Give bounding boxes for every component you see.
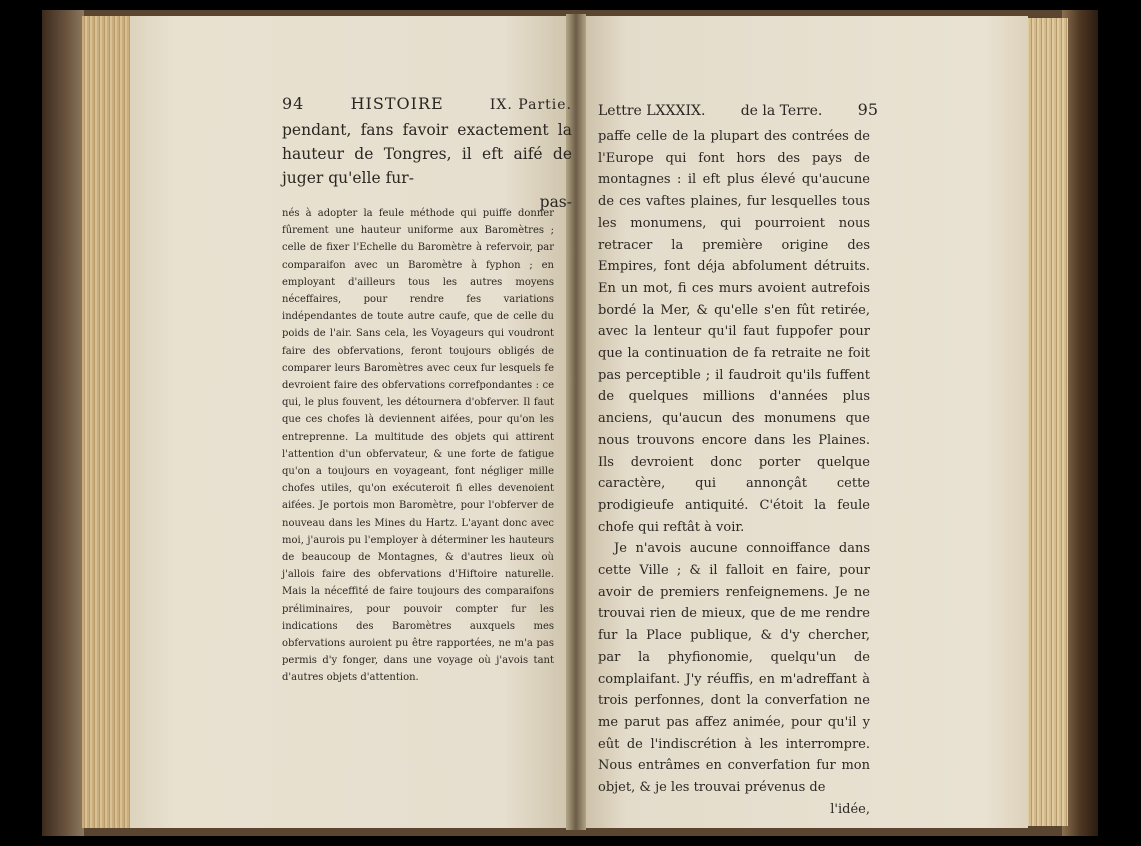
right-page-edges bbox=[1024, 18, 1068, 826]
right-catchword: l'idée, bbox=[830, 801, 870, 817]
left-main-text: pendant, fans favoir exactement la hauteur de Tongres, il eft aifé de juger qu'elle fur- bbox=[282, 121, 572, 187]
right-running-letter: Lettre LXXXIX. bbox=[598, 103, 706, 119]
left-running-head bbox=[282, 94, 572, 113]
right-page-number: 95 bbox=[857, 100, 878, 119]
left-footnote: nés à adopter la feule méthode qui puiffe donner fûrement une hauteur uniforme aux Baromètres ; celle de fixer l'Echelle du Baromètre à refervoir, par comparaifon avec un Baromètre à fyphon ; en employant d'ailleurs tous les autres moyens néceffaires, pour rendre fes variations indépendantes de toute autre caufe, que de celle du poids de l'air. Sans cela, les Voyageurs qui voudront faire des obfervations, feront toujours obligés de comparer leurs Baromètres avec ceux fur lesquels fe devroient faire des obfervations correfpondantes : ce qui, le plus fouvent, les détournera d'obferver. Il faut que ces chofes là deviennent aifées, pour qu'on les entreprenne. La multitude des objets qui attirent l'attention d'un obfervateur, & une forte de fatigue qu'on a toujours en voyageant, font négliger mille chofes utiles, qu'on exécuteroit fi elles devenoient aifées. Je portois mon Baromètre, pour l'obferver de nouveau dans les Mines du Hartz. L'ayant donc avec moi, j'aurois pu l'employer à déterminer les hauteurs de beaucoup de Montagnes, & d'autres lieux où j'allois faire des obfervations d'Hiftoire naturelle. Mais la néceffité de faire toujours des comparaifons préliminaires, pour pouvoir compter fur les indications des Baromètres auxquels mes obfervations auroient pu être rapportées, ne m'a pas permis d'y fonger, dans une voyage où j'avois tant d'autres objets d'attention. bbox=[282, 208, 554, 684]
right-running-title: de la Terre. bbox=[740, 103, 823, 119]
right-main-text-block bbox=[598, 126, 870, 821]
left-page-number: 94 bbox=[282, 94, 305, 113]
right-running-head bbox=[598, 100, 878, 119]
left-running-title: HISTOIRE bbox=[350, 94, 444, 113]
left-footnote-block bbox=[282, 205, 554, 687]
right-paragraph-1: paffe celle de la plupart des contrées de l'Europe qui font hors des pays de montagnes : il eft plus élevé qu'aucune de ces vaftes plaines, fur lesquelles tous les monumens, qui pourroient nous retracer la première origine des Empires, font déja abfolument détruits. En un mot, fi ces murs avoient autrefois bordé la Mer, & qu'elle s'en fût retirée, avec la lenteur qu'il faut fuppofer pour que la continuation de fa retraite ne foit pas perceptible ; il faudroit qu'ils fuffent de quelques millions d'années plus anciens, qu'aucun des monumens que nous trouvons encore dans les Plaines. Ils devroient donc porter quelque caractère, qui annonçât cette prodigieufe antiquité. C'étoit la feule chofe qui reftât à voir. bbox=[598, 129, 870, 535]
left-main-text-block bbox=[282, 118, 572, 214]
left-running-part: IX. Partie. bbox=[489, 97, 572, 113]
left-catchword: pas- bbox=[539, 193, 572, 211]
left-cover bbox=[42, 10, 84, 836]
right-paragraph-2: Je n'avois aucune connoiffance dans cette Ville ; & il falloit en faire, pour avoir de premiers renfeignemens. Je ne trouvai rien de mieux, que de me rendre fur la Place publique, & d'y chercher, par la phyfionomie, quelqu'un de complaifant. J'y réuffis, en m'adreffant à trois perfonnes, dont la converfation ne me parut pas affez animée, pour qu'il y eût de l'indiscrétion à les interrompre. Nous entrâmes en converfation fur mon objet, & je les trouvai prévenus de bbox=[598, 541, 870, 796]
